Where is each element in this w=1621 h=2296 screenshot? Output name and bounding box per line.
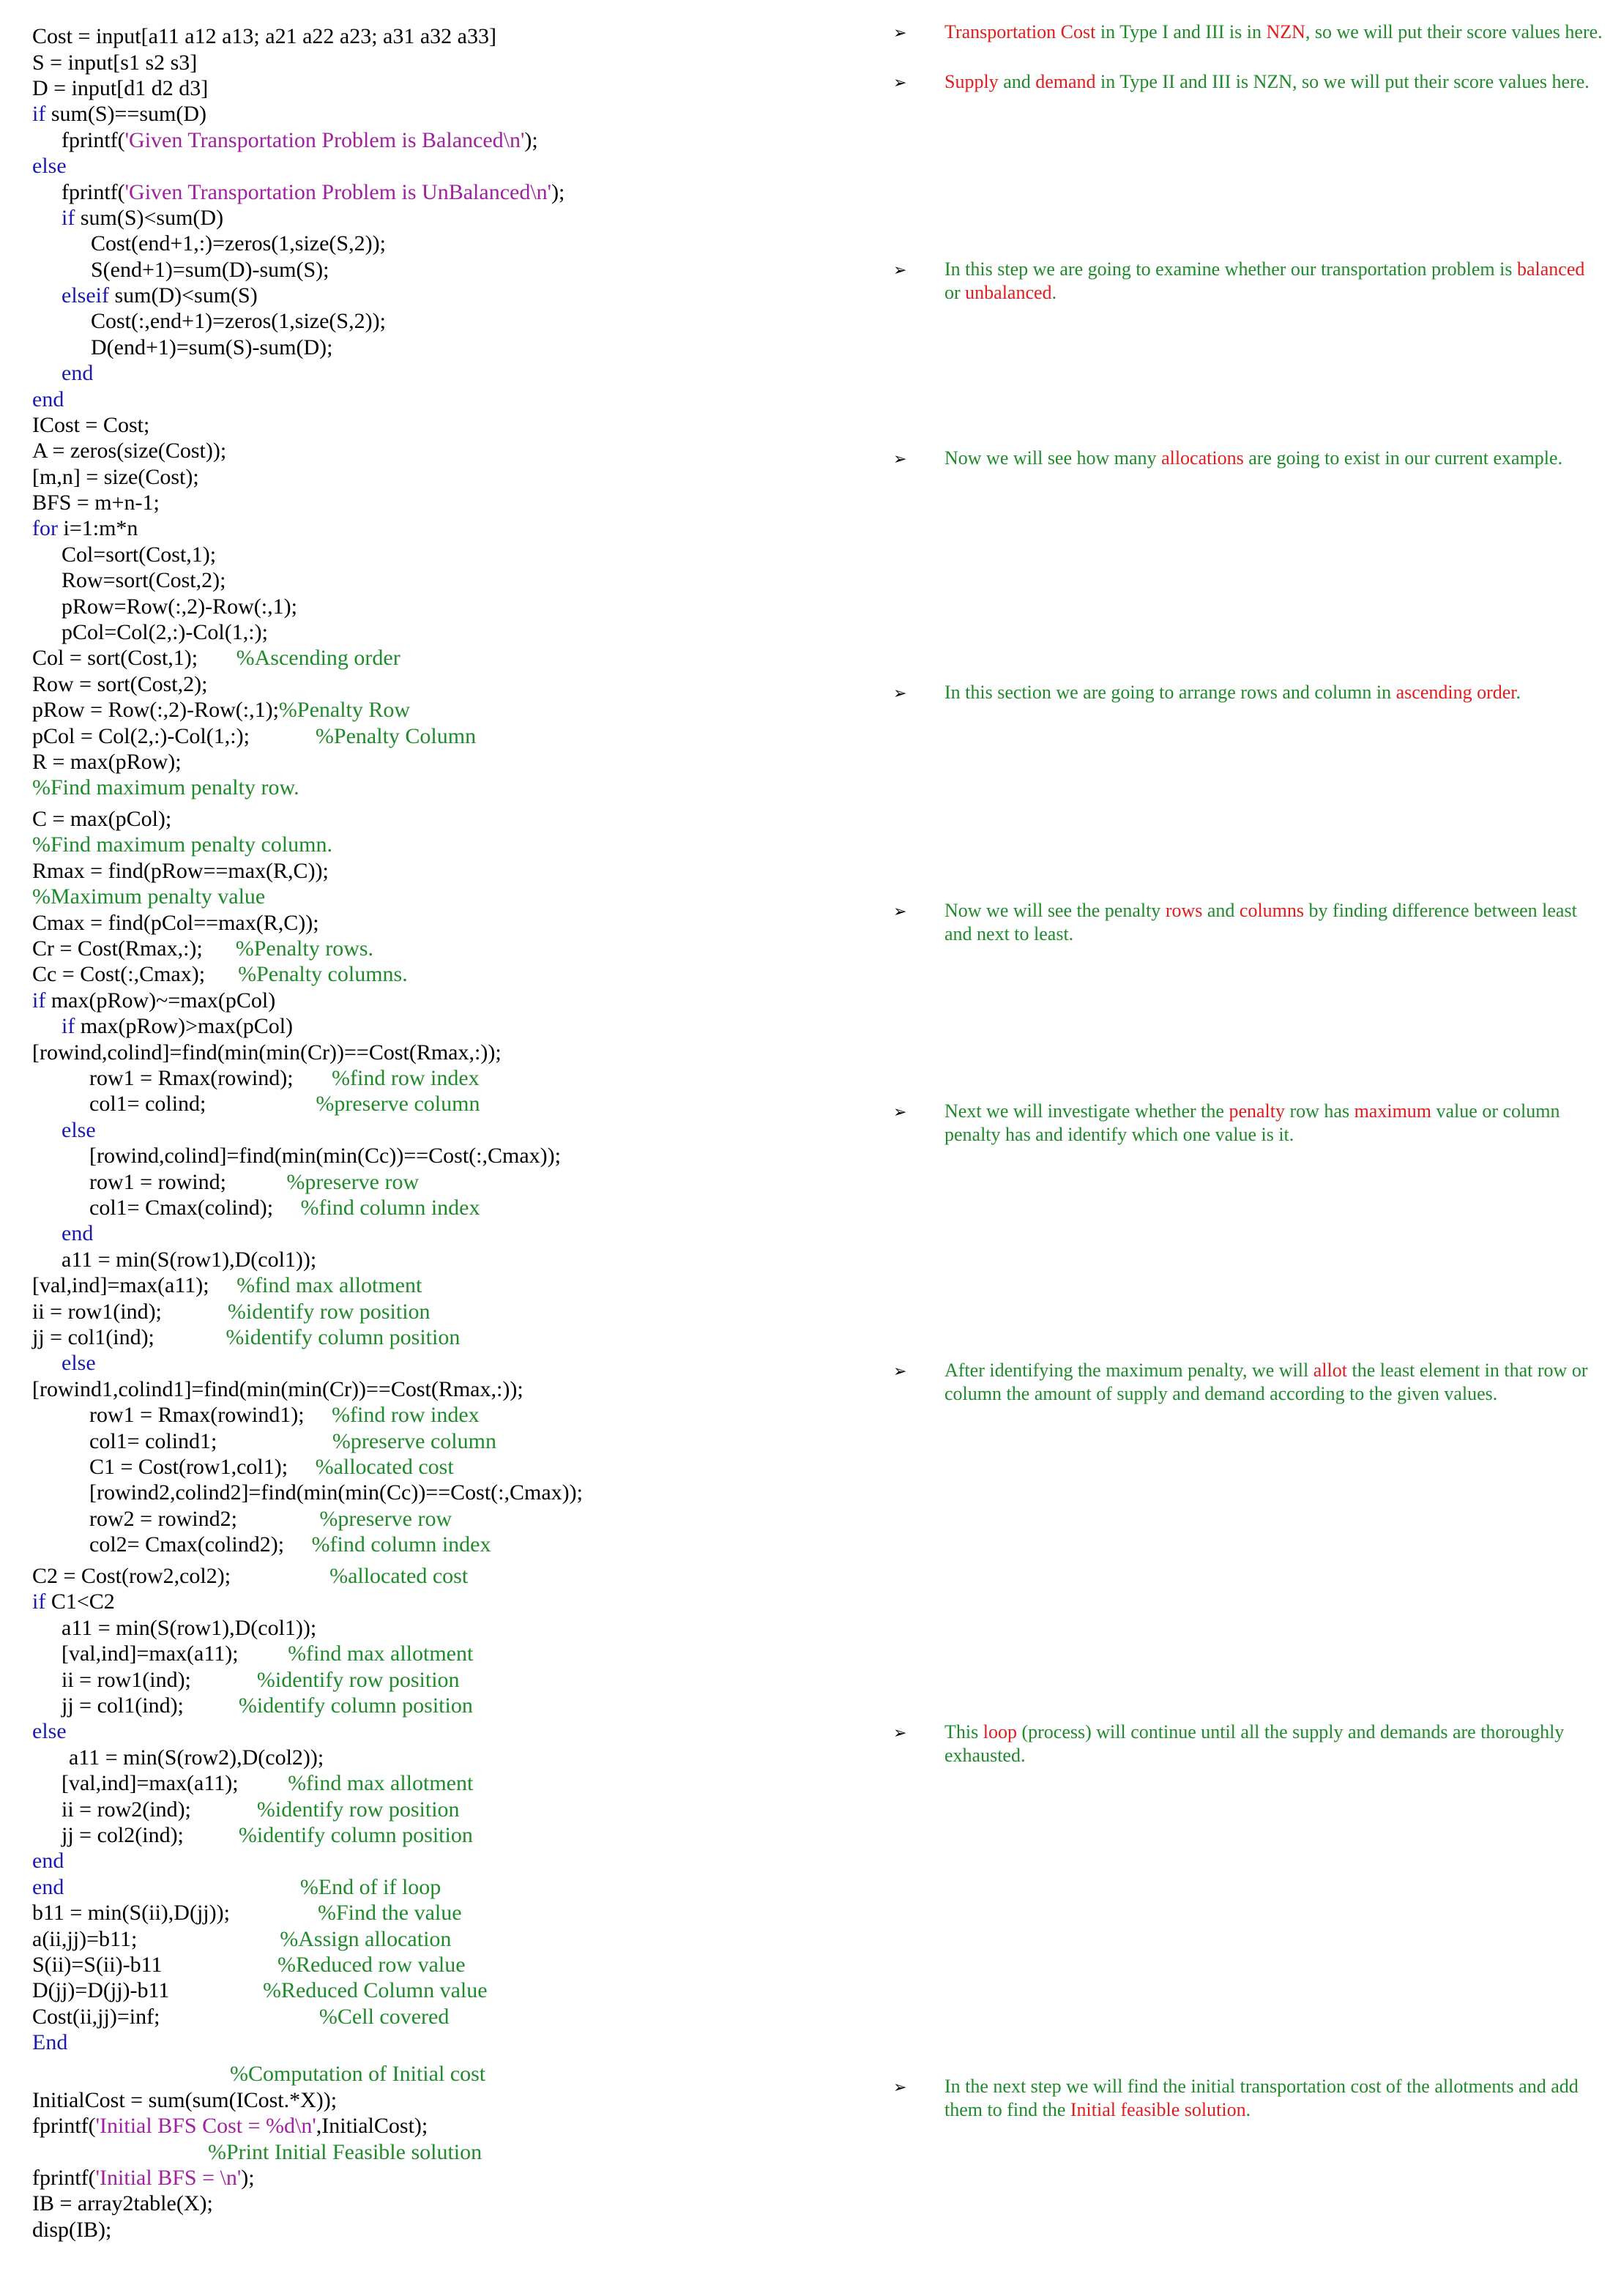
code-line — [62, 567, 226, 594]
code-comment: %preserve row — [286, 1170, 420, 1194]
code-comment: %find max allotment — [236, 1273, 422, 1297]
code-text: Row = sort(Cost,2); — [32, 672, 208, 696]
code-line — [32, 438, 226, 464]
code-line — [32, 1324, 460, 1351]
code-comment: %Find maximum penalty column. — [32, 832, 332, 857]
code-text: col1= colind; — [89, 1092, 316, 1116]
code-line — [32, 1040, 502, 1066]
annotation-phrase: . — [1245, 2099, 1251, 2120]
code-line — [32, 832, 332, 858]
code-text: row1 = Rmax(rowind1); — [89, 1403, 332, 1427]
code-comment: %identify column position — [226, 1325, 461, 1349]
code-keyword: if — [62, 206, 75, 230]
code-text: S(ii)=S(ii)-b11 — [32, 1953, 277, 1977]
arrow-bullet-icon: ➢ — [893, 73, 907, 92]
code-line — [32, 490, 160, 516]
code-line — [32, 671, 207, 698]
code-text: col1= colind1; — [89, 1429, 332, 1453]
code-string: 'Initial BFS = \n' — [95, 2166, 242, 2190]
code-line — [89, 1143, 561, 1169]
code-line — [89, 1065, 480, 1092]
annotation-phrase: , so we will put their score values here. — [1305, 21, 1603, 42]
annotation-phrase: are going to exist in our current example. — [1243, 447, 1563, 469]
code-text: Cmax = find(pCol==max(R,C)); — [32, 911, 319, 935]
code-line — [89, 1169, 419, 1196]
code-text: D = input[d1 d2 d3] — [32, 76, 209, 100]
code-comment: %find max allotment — [288, 1771, 474, 1795]
code-comment: %Reduced Column value — [262, 1978, 488, 2002]
code-text: C = max(pCol); — [32, 807, 172, 831]
code-text: Cost(:,end+1)=zeros(1,size(S,2)); — [91, 309, 386, 333]
code-keyword: if — [32, 988, 46, 1013]
code-keyword: else — [32, 1719, 67, 1743]
highlighted-term: allot — [1313, 1360, 1347, 1381]
code-line — [32, 1848, 64, 1874]
code-text: a11 = min(S(row1),D(col1)); — [62, 1616, 317, 1640]
code-line — [91, 257, 329, 283]
code-line — [32, 806, 171, 832]
code-line — [62, 1770, 473, 1797]
code-line — [62, 205, 223, 231]
code-text: C1<C2 — [45, 1589, 115, 1614]
code-line — [89, 1532, 491, 1558]
code-comment: %allocated cost — [329, 1564, 469, 1588]
arrow-bullet-icon: ➢ — [893, 684, 907, 702]
code-line — [32, 775, 299, 801]
code-text: i=1:m*n — [57, 516, 138, 540]
annotation-phrase: or — [944, 282, 966, 303]
code-comment: %find row index — [332, 1066, 480, 1090]
code-text: fprintf( — [32, 2166, 96, 2190]
arrow-bullet-icon: ➢ — [893, 450, 907, 468]
annotation-phrase: row has — [1284, 1100, 1354, 1122]
highlighted-term: maximum — [1354, 1100, 1432, 1122]
code-comment: %Find the value — [317, 1901, 462, 1925]
code-text: D(jj)=D(jj)-b11 — [32, 1978, 263, 2002]
code-text: sum(S)==sum(D) — [45, 102, 206, 126]
code-line — [91, 231, 386, 257]
code-text: jj = col1(ind); — [62, 1693, 239, 1718]
code-text: ii = row1(ind); — [62, 1668, 257, 1692]
annotation-phrase: Now we will see the penalty — [944, 900, 1166, 921]
annotation-text — [944, 899, 1603, 946]
code-comment: %identify column position — [238, 1823, 473, 1847]
code-comment: %Reduced row value — [277, 1953, 466, 1977]
code-string: 'Given Transportation Problem is UnBalanced\n' — [124, 180, 552, 204]
code-text: sum(S)<sum(D) — [75, 206, 224, 230]
code-text: col1= Cmax(colind); — [89, 1196, 301, 1220]
code-text: disp(IB); — [32, 2218, 112, 2242]
code-text: fprintf( — [62, 128, 125, 152]
code-line — [32, 153, 67, 179]
arrow-bullet-icon: ➢ — [893, 1362, 907, 1380]
code-line — [32, 961, 408, 988]
annotation-phrase: In the next step we will find the initial transportation cost of the allotments and add them to find the — [944, 2076, 1579, 2120]
code-line — [32, 884, 265, 910]
code-keyword: end — [32, 1849, 64, 1873]
code-text: ii = row1(ind); — [32, 1300, 228, 1324]
code-line — [89, 1454, 454, 1480]
code-keyword: end — [62, 361, 94, 385]
code-keyword: End — [32, 2030, 68, 2054]
code-text: pCol = Col(2,:)-Col(1,:); — [32, 724, 316, 748]
code-comment: %identify column position — [238, 1693, 473, 1718]
code-text: pRow=Row(:,2)-Row(:,1); — [62, 594, 297, 619]
code-comment: %preserve column — [332, 1429, 496, 1453]
code-text: Rmax = find(pRow==max(R,C)); — [32, 859, 329, 883]
annotation-phrase: After identifying the maximum penalty, we will — [944, 1360, 1313, 1381]
highlighted-term: ascending order — [1395, 682, 1516, 703]
code-text: ); — [551, 180, 565, 204]
code-comment: %Penalty Row — [278, 698, 411, 722]
code-line — [62, 1797, 460, 1823]
code-line — [32, 515, 138, 542]
code-text: jj = col1(ind); — [32, 1325, 226, 1349]
code-text: [rowind2,colind2]=find(min(min(Cc))==Cost(:,Cmax)); — [89, 1480, 583, 1505]
arrow-bullet-icon: ➢ — [893, 1103, 907, 1121]
code-comment: %identify row position — [256, 1797, 460, 1822]
code-line — [91, 335, 332, 361]
code-text: [rowind,colind]=find(min(min(Cr))==Cost(Rmax,:)); — [32, 1040, 502, 1065]
highlighted-term: demand — [1035, 71, 1096, 92]
code-line — [32, 2004, 449, 2030]
highlighted-term: unbalanced — [965, 282, 1052, 303]
code-comment: %Penalty Column — [315, 724, 477, 748]
code-text: A = zeros(size(Cost)); — [32, 439, 227, 463]
code-text: Cc = Cost(:,Cmax); — [32, 962, 239, 986]
code-line — [91, 308, 386, 335]
code-comment: %find max allotment — [288, 1641, 474, 1666]
code-line — [62, 542, 216, 568]
annotation-phrase: by finding difference between least and next to least. — [944, 900, 1577, 944]
highlighted-term: balanced — [1516, 258, 1585, 280]
code-line — [32, 645, 400, 671]
code-line — [32, 387, 64, 413]
code-keyword: end — [32, 1875, 300, 1899]
code-line — [32, 1299, 431, 1325]
code-line — [62, 594, 297, 620]
annotation-phrase: the least element in that row or column the amount of supply and demand according to the given values. — [944, 1360, 1588, 1404]
code-line — [32, 2165, 255, 2191]
annotation-phrase: In this section we are going to arrange rows and column in — [944, 682, 1396, 703]
code-line — [32, 1926, 451, 1953]
code-comment: %find column index — [300, 1196, 480, 1220]
code-comment: %Print Initial Feasible solution — [208, 2140, 482, 2164]
code-line — [32, 75, 208, 102]
annotation-text — [944, 70, 1603, 94]
code-line — [62, 127, 538, 154]
code-text: max(pRow)~=max(pCol) — [45, 988, 276, 1013]
code-line — [62, 1822, 473, 1849]
code-text: Cost = input[a11 a12 a13; a21 a22 a23; a31 a32 a33] — [32, 24, 496, 48]
code-line — [62, 1693, 473, 1719]
code-string: 'Given Transportation Problem is Balanced\n' — [124, 128, 525, 152]
code-line — [62, 1641, 473, 1667]
highlighted-term: rows — [1165, 900, 1203, 921]
code-text: pCol=Col(2,:)-Col(1,:); — [62, 620, 268, 644]
code-line — [89, 1195, 480, 1221]
code-text: ,InitialCost); — [316, 2114, 428, 2138]
code-comment: %Computation of Initial cost — [230, 2062, 486, 2086]
annotation-text — [944, 2075, 1603, 2122]
highlighted-term: Supply — [944, 71, 999, 92]
code-text: [m,n] = size(Cost); — [32, 465, 199, 489]
arrow-bullet-icon: ➢ — [893, 261, 907, 279]
annotation-phrase: in Type I and III is in — [1095, 21, 1267, 42]
code-line — [32, 1376, 523, 1403]
code-comment: %Assign allocation — [280, 1927, 452, 1951]
code-keyword: elseif — [62, 283, 109, 308]
code-comment: %find column index — [311, 1532, 491, 1557]
code-line — [62, 1615, 316, 1641]
code-line — [32, 2029, 67, 2056]
code-line — [62, 1350, 96, 1376]
code-text: ICost = Cost; — [32, 413, 150, 437]
code-text: [rowind,colind]=find(min(min(Cc))==Cost(:,Cmax)); — [89, 1144, 561, 1168]
code-text: b11 = min(S(ii),D(jj)); — [32, 1901, 318, 1925]
code-line — [32, 2087, 337, 2114]
highlighted-term: penalty — [1229, 1100, 1285, 1122]
highlighted-term: NZN — [1266, 21, 1305, 42]
code-line — [32, 1718, 67, 1745]
code-line — [32, 1952, 466, 1978]
code-keyword: else — [62, 1118, 96, 1142]
code-text: C1 = Cost(row1,col1); — [89, 1455, 316, 1479]
annotation-phrase: Now we will see how many — [944, 447, 1162, 469]
annotation-text — [944, 258, 1603, 305]
code-line — [89, 1480, 583, 1506]
code-text: a11 = min(S(row2),D(col2)); — [69, 1745, 324, 1770]
arrow-bullet-icon: ➢ — [893, 2078, 907, 2096]
code-keyword: if — [32, 102, 46, 126]
code-keyword: for — [32, 516, 58, 540]
code-line — [62, 179, 564, 206]
code-line — [32, 723, 476, 750]
code-line — [32, 1874, 441, 1901]
code-text: BFS = m+n-1; — [32, 491, 160, 515]
arrow-bullet-icon: ➢ — [893, 1723, 907, 1742]
code-keyword: if — [32, 1589, 46, 1614]
code-text: a(ii,jj)=b11; — [32, 1927, 280, 1951]
code-line — [32, 1978, 488, 2004]
code-text: [val,ind]=max(a11); — [62, 1771, 288, 1795]
code-line — [89, 1091, 480, 1117]
code-line — [62, 1117, 96, 1144]
annotation-phrase: In this step we are going to examine whether our transportation problem is — [944, 258, 1517, 280]
code-keyword: end — [32, 387, 64, 411]
code-text: row2 = rowind2; — [89, 1507, 320, 1531]
annotation-text — [944, 20, 1603, 44]
code-line — [89, 1402, 480, 1428]
code-line — [32, 1589, 115, 1615]
code-text: ); — [241, 2166, 255, 2190]
code-comment: %identify row position — [227, 1300, 431, 1324]
code-line — [32, 50, 197, 76]
highlighted-term: Initial feasible solution — [1070, 2099, 1246, 2120]
annotation-phrase: and — [998, 71, 1036, 92]
code-text: Cr = Cost(Rmax,:); — [32, 936, 236, 961]
code-text: ); — [524, 128, 538, 152]
code-text: C2 = Cost(row2,col2); — [32, 1564, 330, 1588]
annotation-phrase: . — [1516, 682, 1521, 703]
code-comment: %Penalty rows. — [235, 936, 374, 961]
code-text: Row=sort(Cost,2); — [62, 568, 226, 592]
code-line — [62, 1220, 93, 1247]
code-text: Col = sort(Cost,1); — [32, 646, 236, 670]
annotation-text — [944, 1100, 1603, 1147]
code-text: [val,ind]=max(a11); — [32, 1273, 237, 1297]
code-line — [32, 1563, 468, 1589]
code-line — [32, 988, 275, 1014]
code-text: ii = row2(ind); — [62, 1797, 257, 1822]
code-text: max(pRow)>max(pCol) — [75, 1014, 294, 1038]
code-text: fprintf( — [62, 180, 125, 204]
code-line — [32, 936, 373, 962]
code-text: row1 = rowind; — [89, 1170, 287, 1194]
code-text: a11 = min(S(row1),D(col1)); — [62, 1248, 317, 1272]
highlighted-term: allocations — [1161, 447, 1244, 469]
code-line — [32, 910, 319, 936]
code-line — [32, 858, 329, 884]
code-line — [32, 101, 206, 127]
code-keyword: else — [62, 1351, 96, 1375]
code-text: [rowind1,colind1]=find(min(min(Cr))==Cost(Rmax,:)); — [32, 1377, 523, 1401]
code-line — [89, 1506, 452, 1532]
annotation-text — [944, 447, 1603, 470]
annotation-column — [879, 0, 1621, 2296]
code-text: Cost(ii,jj)=inf; — [32, 2005, 319, 2029]
code-comment: %Maximum penalty value — [32, 884, 266, 909]
code-line — [32, 464, 199, 491]
code-text: IB = array2table(X); — [32, 2191, 213, 2215]
code-comment: %End of if loop — [299, 1875, 441, 1899]
code-comment: %identify row position — [256, 1668, 460, 1692]
code-line — [208, 2139, 482, 2166]
annotation-phrase: . — [1051, 282, 1057, 303]
code-text: Col=sort(Cost,1); — [62, 543, 217, 567]
code-line — [32, 1272, 422, 1299]
code-text: R = max(pRow); — [32, 750, 182, 774]
annotation-phrase: and — [1202, 900, 1240, 921]
code-text: S(end+1)=sum(D)-sum(S); — [91, 258, 329, 282]
code-comment: %preserve row — [319, 1507, 452, 1531]
code-text: sum(D)<sum(S) — [108, 283, 258, 308]
code-line — [32, 697, 410, 723]
annotation-text — [944, 681, 1603, 704]
code-line — [62, 1013, 293, 1040]
code-line — [32, 2113, 428, 2139]
code-line — [62, 283, 258, 309]
code-comment: %find row index — [332, 1403, 480, 1427]
code-text: jj = col2(ind); — [62, 1823, 239, 1847]
code-comment: %Cell covered — [318, 2005, 450, 2029]
code-string: 'Initial BFS Cost = %d\n' — [95, 2114, 316, 2138]
code-text: row1 = Rmax(rowind); — [89, 1066, 332, 1090]
code-line — [32, 2217, 111, 2243]
code-line — [69, 1745, 324, 1771]
highlighted-term: columns — [1239, 900, 1305, 921]
code-text: S = input[s1 s2 s3] — [32, 51, 198, 75]
annotation-text — [944, 1359, 1603, 1406]
code-comment: %Penalty columns. — [238, 962, 408, 986]
highlighted-term: Transportation Cost — [944, 21, 1096, 42]
code-line — [230, 2061, 485, 2087]
code-line — [32, 2191, 213, 2217]
code-line — [62, 1667, 460, 1693]
code-line — [62, 360, 93, 387]
annotation-text — [944, 1721, 1603, 1767]
code-line — [89, 1428, 496, 1455]
annotation-phrase: Next we will investigate whether the — [944, 1100, 1229, 1122]
highlighted-term: loop — [983, 1721, 1017, 1742]
code-text: D(end+1)=sum(S)-sum(D); — [91, 335, 333, 359]
code-comment: %preserve column — [316, 1092, 480, 1116]
code-text: InitialCost = sum(sum(ICost.*X)); — [32, 2088, 338, 2112]
code-text: Cost(end+1,:)=zeros(1,size(S,2)); — [91, 231, 386, 256]
code-line — [32, 412, 149, 439]
code-line — [62, 619, 268, 646]
code-keyword: else — [32, 154, 67, 178]
annotation-phrase: (process) will continue until all the supply and demands are thoroughly exhausted. — [944, 1721, 1565, 1766]
code-text: col2= Cmax(colind2); — [89, 1532, 312, 1557]
annotation-phrase: in Type II and III is NZN, so we will put their score values here. — [1095, 71, 1590, 92]
code-comment: %allocated cost — [315, 1455, 454, 1479]
code-text: [val,ind]=max(a11); — [62, 1641, 288, 1666]
code-line — [62, 1247, 316, 1273]
code-line — [32, 749, 182, 775]
code-comment: %Find maximum penalty row. — [32, 775, 299, 800]
code-text: fprintf( — [32, 2114, 96, 2138]
arrow-bullet-icon: ➢ — [893, 23, 907, 42]
code-text: pRow = Row(:,2)-Row(:,1); — [32, 698, 279, 722]
code-keyword: if — [62, 1014, 75, 1038]
arrow-bullet-icon: ➢ — [893, 902, 907, 920]
annotation-phrase: value or column penalty has and identify which one value is it. — [944, 1100, 1560, 1145]
code-keyword: end — [62, 1221, 94, 1245]
code-line — [32, 23, 496, 50]
code-line — [32, 1900, 462, 1926]
code-comment: %Ascending order — [236, 646, 400, 670]
annotation-phrase: This — [944, 1721, 983, 1742]
